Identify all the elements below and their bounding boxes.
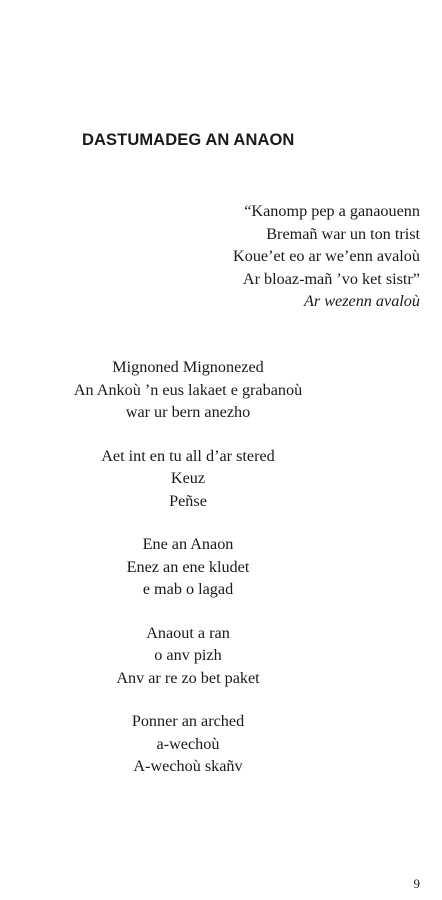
poem-line: Ene an Anaon	[142, 535, 234, 553]
epigraph-line: Bremañ war un ton trist	[266, 224, 420, 243]
poem-line: Anv ar re zo bet paket	[116, 668, 260, 687]
poem-line: war ur bern anezho	[125, 403, 251, 421]
stanza	[0, 445, 376, 513]
poem-line: Anaout a ran	[146, 623, 230, 642]
poem-line: a-wechoù	[156, 734, 220, 753]
poem-line: Ponner an arched	[131, 712, 245, 730]
epigraph-line: Ar bloaz-mañ ’vo ket sistr”	[242, 269, 420, 288]
stanza	[0, 533, 376, 601]
stanza	[0, 710, 376, 778]
page-number: 9	[413, 876, 420, 891]
epigraph-attribution: Ar wezenn avaloù	[304, 292, 420, 310]
stanza	[0, 622, 376, 690]
epigraph-line: Koue’et eo ar we’enn avaloù	[233, 247, 420, 265]
epigraph	[233, 200, 420, 313]
poem-line: Aet int en tu all d’ar stered	[101, 446, 275, 465]
poem-line: e mab o lagad	[142, 580, 234, 598]
poem-line: An Ankoù ’n eus lakaet e grabanoù	[73, 380, 303, 399]
poem-line: Keuz	[170, 469, 206, 487]
page-title: DASTUMADEG AN ANAON	[82, 131, 295, 149]
poem-body	[0, 356, 376, 799]
poem-line: A-wechoù skañv	[133, 757, 243, 775]
poem-line: o anv pizh	[154, 646, 222, 664]
poem-line: Peñse	[169, 491, 207, 510]
stanza	[0, 356, 376, 424]
poem-line: Enez an ene kludet	[126, 557, 250, 576]
epigraph-line: “Kanomp pep a ganaouenn	[244, 202, 420, 220]
poem-line: Mignoned Mignonezed	[112, 358, 264, 376]
